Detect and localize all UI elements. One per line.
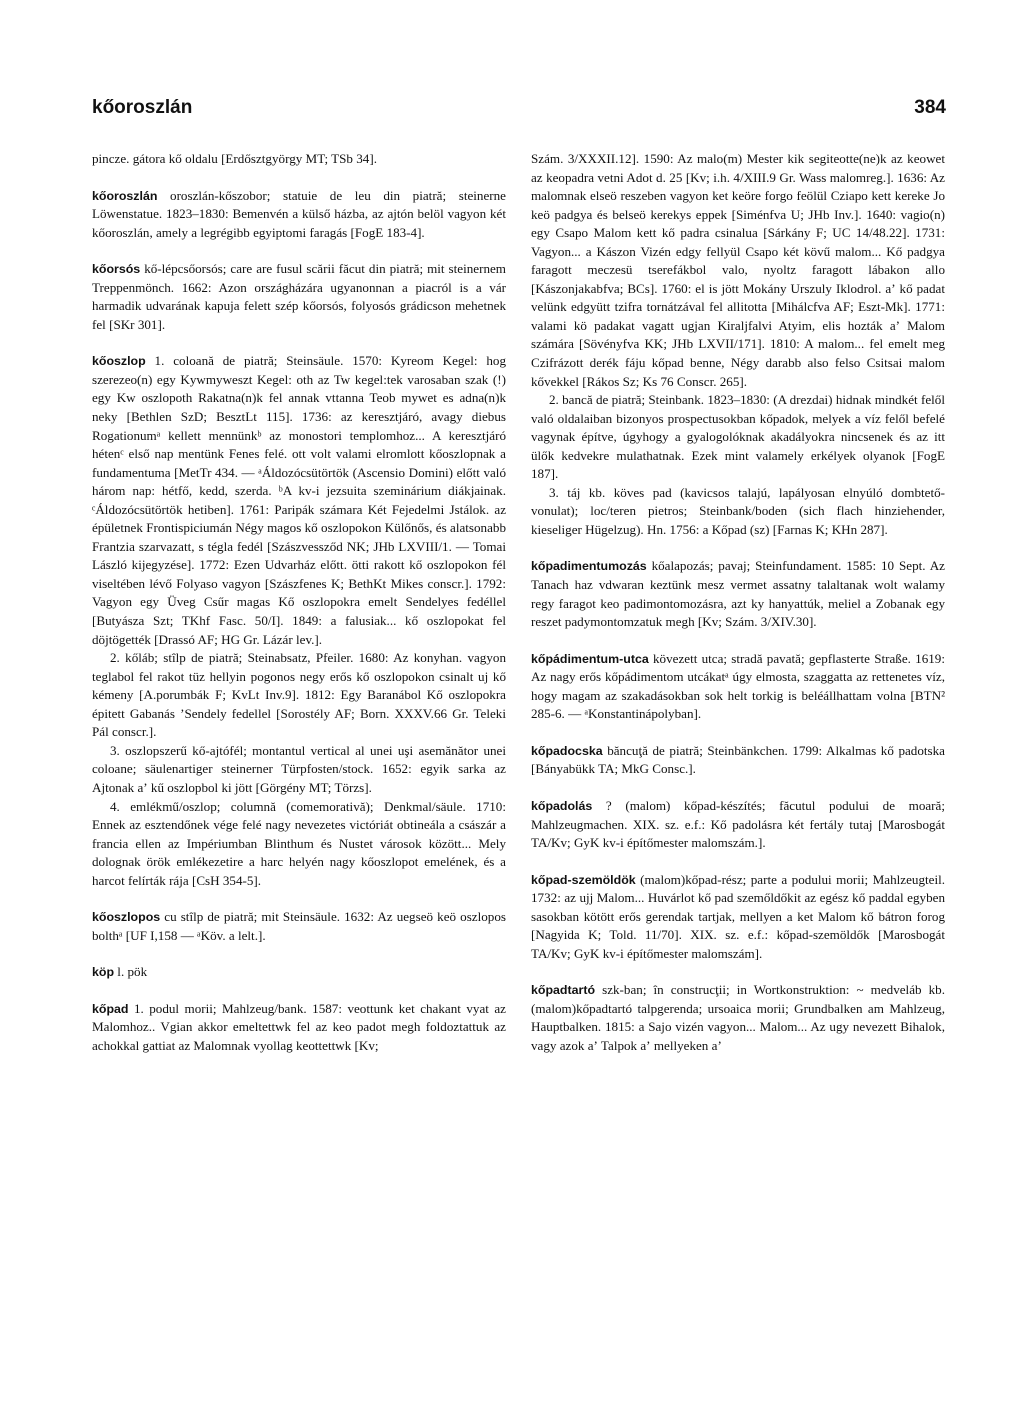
- entry-continuation: Szám. 3/XXXII.12]. 1590: Az malo(m) Mester kik segiteotte(ne)k az keowet az keopadra vetni Adot d. 25 [Kv; i.h. 4/XIII.9 Gr. Wass malomreg.]. 1636: Az malomnak elseö reszeben vagyon ket keöre forgo feölül Cziapo kett kereke Jo keö padgya és belseö kerekys eppek [Siménfva U; JHb Inv.]. 1640: vagio(n) egy Csapo Malom kett kő padra csinalua [Sárkány F; UC 14/48.22]. 1731: Vagyon... a Kászon Vizén edgy fellyül Csapo két kövű malom... Kő padgya faragott meczesü tserefákbol valo, nyoltz faragott lábakon allo [Kászonjakabfva; BCs]. 1760: el is jött Mokány Urszuly Iklodrol. aʼ kő padat velünk edgyütt tzifra tornátzával fel allitotta [Mihálcfva AF; Eszt-Mk]. 1771: valami kö padakat vagatt ugjan Kiraljfalvi Atyim, elis hozták aʼ Malom számára [Sövényfva KK; JHb LXVII/171]. 1810: A malom... fel emelt meg Czifrázott derék fáju kőpad benne, Négy darabb also felso Csitsai malom kővekkel [Rákos Sz; Ks 76 Conscr. 265].: [531, 151, 945, 389]
- entry: kőpad-szemöldök (malom)kőpad-rész; parte a podului morii; Mahlzeugteil. 1732: az ujj Malom... Huvárlot kő pad szemőldőkit az egész kő paddal egyben sasokban kötött erős gerendak tartjak, mellyen a ket Malom kő bátron forog [Nagyida K; Told. 11/70]. XIX. sz. e.f.: kőpad-szemöldők [Marosbogát TA/Kv; GyK kv-i építőmester malomszám].: [531, 871, 945, 961]
- page-number: 384: [914, 97, 946, 118]
- entry: kőpadocska băncuţă de piatră; Steinbänkchen. 1799: Alkalmas kő padotska [Bányabükk TA; MkG Consc.].: [531, 742, 945, 777]
- entry: kőoszlop 1. coloană de piatră; Steinsäule. 1570: Kyreom Kegel: hog szerezeo(n) egy Kywmyweszt Kegel: oth az Tw kegel:tek varosaban szak (!) egy Kw oszlopoth Rakatna(n)k fel annak vttanna Teob mywet es adna(n)k neky [Bethlen SzD; BesztLt 115]. 1736: az keresztjáró, avagy diebus Rogationumᵃ kellett mennünkᵇ az monostori templomhoz... A keresztjáró hétenᶜ első nap mentünk Fenes felé. ott volt valami elromlott kőoszlopnak a fundamentuma [MetTr 434. — ᵃÁldozócsütörtök (Ascensio Domini) előtt való három nap: hétfő, kedd, szerda. ᵇA kv-i jezsuita szeminárium diákjainak. ᶜÁldozócsütörtök hetiben]. 1761: Paripák számara Két Fejedelmi Jstálok. az épületnek Frontispiciumán Négy magos kő oszlopokon Külőnős, és alatsonabb Frantzia szarvazatt, s tégla fedél [Szászvessződ NK; JHb LXVIII/1. — Tomai László kijegyzése]. 1772: Ezen Udvarház előtt. ötti rakott kő oszlopokon fél viseltében lévő Folyaso vagyon [Szászfenes K; BethKt Mikes conscr.]. 1792: Vagyon egy Üveg Csűr magas Kő oszlopokra emelt Sendelyes fedéllel [Butyásza Szt; TKhf Fasc. 50/I]. 1849: a falusiak... kő oszlopokat fel döjtögették [Drassó AF; HG Gr. Lázár lev.].: [92, 353, 506, 647]
- entry-headword: kőoroszlán: [92, 188, 158, 203]
- entry: kőpadolás ? (malom) kőpad-készítés; făcutul podului de moară; Mahlzeugmachen. XIX. sz. e.f.: Kő padolásra két fertály tutaj [Marosbogát TA/Kv; GyK kv-i építőmester malomszám.].: [531, 797, 945, 851]
- entry-sense: 3. táj kb. köves pad (kavicsos talajú, lapályosan elnyúló dombtető-vonulat); loc/teren pietros; Steinbank/boden (sich flach hinziehender, kieseliger Hügelzug). Hn. 1756: a Kőpad (sz) [Farnas K; KHn 287].: [531, 484, 945, 537]
- entry-sense: 3. oszlopszerű kő-ajtófél; montantul vertical al unei uşi asemănător unei coloane; säulenartiger steinerner Türpfosten/stock. 1652: egyik sarka az Ajtonak aʼ kű oszlopbol ki jött [Görgény MT; Törzs].: [92, 742, 506, 795]
- entry-headword: kőpadolás: [531, 798, 593, 813]
- entry-headword: köp: [92, 965, 115, 980]
- entry-headword: kőoszlopos: [92, 910, 161, 925]
- entry: köp l. pök: [92, 964, 148, 980]
- entry-headword: kőpadocska: [531, 743, 603, 758]
- entry-headword: kőoszlop: [92, 354, 146, 369]
- entry-headword: kőpad-szemöldök: [531, 872, 636, 887]
- entry-sense: 4. emlékmű/oszlop; columnă (comemorativă); Denkmal/säule. 1710: Ennek az esztendőnek vége felé nagy nevezetes victóriát obtineála a császár a francia ellen az Impériumban Blinthum és Nustet városok között... Mely dolognak örök emlékezetire a harc helyén nagy kőoszlopot emelének, és a harcot felírták rája [CsH 354-5].: [92, 798, 506, 888]
- left-column: [92, 150, 506, 1056]
- entry-sense: 2. kőláb; stîlp de piatră; Steinabsatz, Pfeiler. 1680: Az konyhan. vagyon teglabol fel rakot tüz hellyin pogonos negy erős kő oszlopokon csinalt uj kő kémeny [A.porumbák F; KvLt Inv.9]. 1812: Egy Baranábol Kő oszlopokra épitett Gabanás ʼSendely fedellel [Sorostély AF; Born. XXXV.66 Gr. Teleki Pál conscr.].: [92, 650, 506, 740]
- entry: kőpadimentumozás kőalapozás; pavaj; Steinfundament. 1585: 10 Sept. Az Tanach haz vdwaran keztünk mesz vermet assatny talaltanak wolt walamy regy faragot keo padimontomozásra, azt ky hanyattúk, meliel a Zobanak egy reszet padymontomzatuk megh [Kv; Szám. 3/XIV.30].: [531, 558, 945, 630]
- entry: kőpad 1. podul morii; Mahlzeug/bank. 1587: veottunk ket chakant vyat az Malomhoz.. Vgian akkor emeltettwk fel az keo padot megh foldoztattuk az achokkal gattiat az Malomnak vyollag keottettwk [Kv;: [92, 1000, 506, 1053]
- entry: kőorsós kő-lépcsőorsós; care are fusul scării făcut din piatră; mit steinernem Treppenmönch. 1662: Azon országházára ugyanonnan a piacról is a vár harmadik udvarának kapuja felett szép kőorsós, folyosós grádicson mehetnek fel [SKr 301].: [92, 261, 506, 332]
- entry: kőpádimentum-utca kövezett utca; stradă pavată; gepflasterte Straße. 1619: Az nagy erős kőpádimentom utcákatᵃ úgy elmosta, szaggatta az rettenetes víz, hogy magam az szakadásokban sok helt torkig is beléállhattam volna [BTN² 285-6. — ᵃKonstantinápolyban].: [531, 650, 945, 722]
- entry-headword: kőorsós: [92, 262, 141, 277]
- entry: pincze. gátora kő oldalu [Erdősztgyörgy MT; TSb 34].: [92, 151, 377, 166]
- right-column: [531, 150, 945, 1056]
- entry-headword: kőpad: [92, 1001, 129, 1016]
- entry: kőoroszlán oroszlán-kőszobor; statuie de leu din piatră; steinerne Löwenstatue. 1823–1830: Bemenvén a külső házba, az ajtón belöl vagyon két kőoroszlán, amely a legrégibb egyiptomi faragás [FogE 183-4].: [92, 187, 506, 240]
- entry: kőpadtartó szk-ban; în construcţii; in Wortkonstruktion: ~ medveláb kb. (malom)kőpadtartó talpgerenda; ursoaica morii; Grundbalken am Mahlzeug, Hauptbalken. 1815: a Sajo vizén vagyon... Malom... Az ugy nevezett Bihalok, vagy azok aʼ Talpok aʼ mellyeken aʼ: [531, 982, 945, 1053]
- entry-headword: kőpadimentumozás: [531, 559, 647, 574]
- running-headword: kőoroszlán: [92, 97, 193, 118]
- entry: kőoszlopos cu stîlp de piatră; mit Steinsäule. 1632: Az uegseö keö oszlopos bolthᵃ [UF I,158 — ᵃKöv. a lelt.].: [92, 909, 506, 943]
- entry-headword: kőpádimentum-utca: [531, 651, 649, 666]
- entry-sense: 2. bancă de piatră; Steinbank. 1823–1830: (A drezdai) hidnak mindkét felől való oldalaiban bizonyos prospectusokban kőpadok, melyek a víz felől befelé vagynak építve, úgyhogy a gyalogolóknak akadályokra nincsenek és az itt ülők kedvekre mulathatnak. Ezek mint valamely erkélyek olyanok [FogE 187].: [531, 392, 945, 482]
- page-header: [92, 97, 946, 127]
- entry-headword: kőpadtartó: [531, 983, 596, 998]
